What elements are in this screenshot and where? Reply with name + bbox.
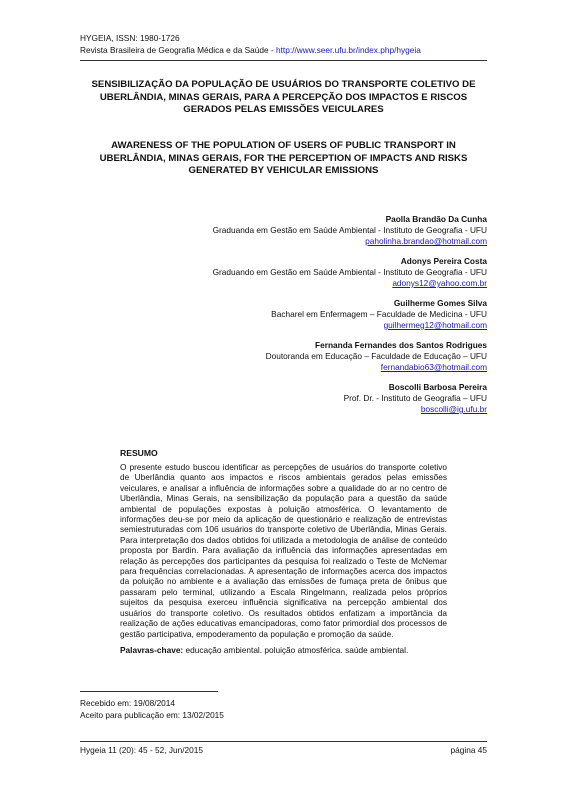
author-entry [213,340,487,373]
author-name: Boscolli Barbosa Pereira [388,382,487,392]
footer-citation: Hygeia 11 (20): 45 - 52, Jun/2015 [80,745,203,755]
author-affiliation: Graduanda em Gestão em Saúde Ambiental - Instituto de Geografia - UFU [212,225,487,235]
keywords-line [120,645,408,655]
author-affiliation: Doutoranda em Educação – Faculdade de Educação – UFU [265,351,487,361]
author-name: Adonys Pereira Costa [400,256,487,266]
abstract-body: O presente estudo buscou identificar as percepções de usuários do transporte coletivo de Uberlândia quanto aos impactos e riscos ambientais gerados pelas emissões veiculares, e analisar a influência de informações sobre a qualidade do ar no centro de Uberlândia, Minas Gerais, na sensibilização da população para a questão da saúde ambiental de populações expostas à poluição atmosférica. O levantamento de informações deu-se por meio da aplicação de questionário e realização de entrevistas semiestruturadas com 106 usuários do transporte coletivo de Uberlândia, Minas Gerais. Para interpretação dos dados obtidos foi utilizada a metodologia de análise de conteúdo proposta por Bardin. Para avaliação da influência das informações apresentadas em relação às percepções dos participantes da pesquisa foi realizado o Teste de McNemar para frequências correlacionadas. A apresentação de informações acerca dos impactos da poluição no ambiente e a avaliação das emissões de fumaça preta de ônibus que passaram pelo terminal, utilizando a Escala Ringelmann, realizada pelos próprios sujeitos da pesquisa exerceu influência significativa na percepção ambiental dos usuários do transporte coletivo. Os resultados obtidos enfatizam a importância da realização de ações educativas emancipadoras, como fator primordial dos processos de gestão participativa, empoderamento da população e promoção da saúde. [120,462,447,639]
author-affiliation: Graduando em Gestão em Saúde Ambiental - Instituto de Geografia - UFU [212,267,487,277]
author-entry [213,214,487,247]
keywords-text: educação ambiental. poluição atmosférica. saúde ambiental. [183,645,409,655]
footer-rule [80,741,487,742]
journal-name: Revista Brasileira de Geografia Médica e da Saúde - [80,45,277,55]
author-entry [213,382,487,415]
journal-line [80,44,421,56]
author-affiliation: Prof. Dr. - Instituto de Geografia – UFU [343,393,487,403]
title-portuguese: SENSIBILIZAÇÃO DA POPULAÇÃO DE USUÁRIOS DO TRANSPORTE COLETIVO DE UBERLÂNDIA, MINAS GERAIS, PARA A PERCEPÇÃO DOS IMPACTOS E RISCOS GERADOS PELAS EMISSÕES VEICULARES [91,79,476,115]
author-name: Guilherme Gomes Silva [393,298,487,308]
author-entry [213,256,487,289]
author-email-link[interactable]: fernandabio63@hotmail.com [380,362,487,372]
keywords-label: Palavras-chave: [120,645,184,655]
footnote-rule [80,691,218,692]
title-english: AWARENESS OF THE POPULATION OF USERS OF PUBLIC TRANSPORT IN UBERLÂNDIA, MINAS GERAIS, FOR THE PERCEPTION OF IMPACTS AND RISKS GENERATED BY VEHICULAR EMISSIONS [99,140,468,176]
accepted-date: Aceito para publicação em: 13/02/2015 [80,710,224,720]
author-entry [213,298,487,331]
author-email-link[interactable]: boscolli@ig.ufu.br [420,404,487,414]
author-affiliation: Bacharel em Enfermagem – Faculdade de Medicina - UFU [271,309,487,319]
received-date: Recebido em: 19/08/2014 [80,698,176,708]
author-email-link[interactable]: paholinha.brandao@hotmail.com [365,236,487,246]
author-name: Fernanda Fernandes dos Santos Rodrigues [315,340,487,350]
page-number: página 45 [450,745,487,755]
author-name: Paolla Brandão Da Cunha [385,214,487,224]
author-email-link[interactable]: adonys12@yahoo.com.br [392,278,487,288]
journal-url-link[interactable]: http://www.seer.ufu.br/index.php/hygeia [276,45,421,55]
header-rule [80,60,487,61]
authors-block [213,214,487,424]
author-email-link[interactable]: guilhermeg12@hotmail.com [383,320,487,330]
journal-header [80,32,421,56]
submission-notes [80,697,224,721]
issn-line: HYGEIA, ISSN: 1980-1726 [80,33,180,43]
abstract-heading: RESUMO [120,448,158,458]
